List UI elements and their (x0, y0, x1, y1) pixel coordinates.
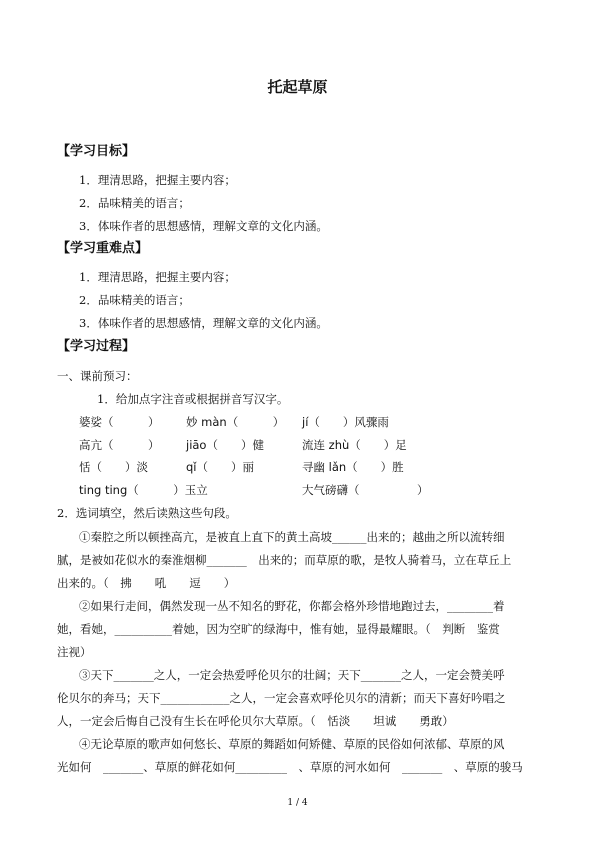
passage-line: 注视） (57, 645, 92, 659)
difficulty-item: 1．理清思路，把握主要内容； (79, 270, 236, 284)
objective-item: 1．理清思路，把握主要内容； (79, 173, 236, 187)
pinyin-cell: 流连 zhù（ ）足 (302, 438, 407, 452)
difficulty-item: 3．体味作者的思想感情，理解文章的文化内涵。 (79, 316, 328, 330)
passage-line: 腻，是被如花似水的秦淮烟柳_______ 出来的；而草原的歌，是牧人骑着马，立在草丘上 (57, 553, 512, 567)
pinyin-cell: qǐ（ ）丽 (186, 460, 254, 474)
passage-line: 出来的。（ 拂 吼 逗 ） (57, 576, 236, 590)
preview-heading: 一、课前预习： (57, 369, 138, 383)
pinyin-cell: 高亢（ ） (79, 438, 160, 452)
pinyin-cell: jiāo（ ）健 (186, 438, 264, 452)
page-title: 托起草原 (267, 78, 328, 96)
objective-item: 3．体味作者的思想感情，理解文章的文化内涵。 (79, 219, 328, 233)
objective-item: 2．品味精美的语言； (79, 196, 190, 210)
page-number: 1 / 4 (287, 798, 308, 808)
task-2-instruction: 2．选词填空，然后读熟这些句段。 (57, 506, 237, 520)
pinyin-cell: 妙 màn（ ） (186, 415, 285, 429)
pinyin-cell: 婆娑（ ） (79, 415, 160, 429)
passage-line: ②如果行走间，偶然发现一丛不知名的野花，你都会格外珍惜地跑过去，________着 (79, 599, 505, 613)
pinyin-cell: 寻幽 lǎn（ ）胜 (302, 460, 404, 474)
section-heading-objectives: 【学习目标】 (57, 144, 136, 159)
passage-line: 伦贝尔的奔马；天下____________之人，一定会喜欢呼伦贝尔的清新；而天下喜好吟唱之 (57, 691, 506, 705)
section-heading-difficulties: 【学习重难点】 (57, 241, 149, 256)
passage-line: 她，看她，__________着她，因为空旷的绿海中，惟有她，显得最耀眼。（ 判断 鉴赏 (57, 622, 500, 636)
task-1-instruction: 1．给加点字注音或根据拼音写汉字。 (97, 392, 289, 406)
pinyin-cell: 大气磅礴（ ） (302, 483, 429, 497)
passage-line: 光如何 _______、草原的鲜花如何_________ 、草原的河水如何 _______ 、草原的骏马 (57, 760, 523, 774)
difficulty-item: 2．品味精美的语言； (79, 293, 190, 307)
pinyin-cell: ting ting（ ）玉立 (79, 483, 208, 497)
passage-line: ④无论草原的歌声如何悠长、草原的舞蹈如何矫健、草原的民俗如何浓郁、草原的风 (79, 737, 505, 751)
passage-line: ③天下_______之人，一定会热爱呼伦贝尔的壮阔；天下_______之人，一定会赞美呼 (79, 668, 505, 682)
passage-line: ①秦腔之所以顿挫高亢，是被直上直下的黄土高坡______出来的；越曲之所以流转细 (79, 530, 505, 544)
pinyin-cell: 恬（ ）淡 (79, 460, 148, 474)
section-heading-process: 【学习过程】 (57, 339, 136, 354)
pinyin-cell: jí（ ）风骤雨 (302, 415, 389, 429)
passage-line: 人，一定会后悔自己没有生长在呼伦贝尔大草原。（ 恬淡 坦诚 勇敢） (57, 714, 454, 728)
